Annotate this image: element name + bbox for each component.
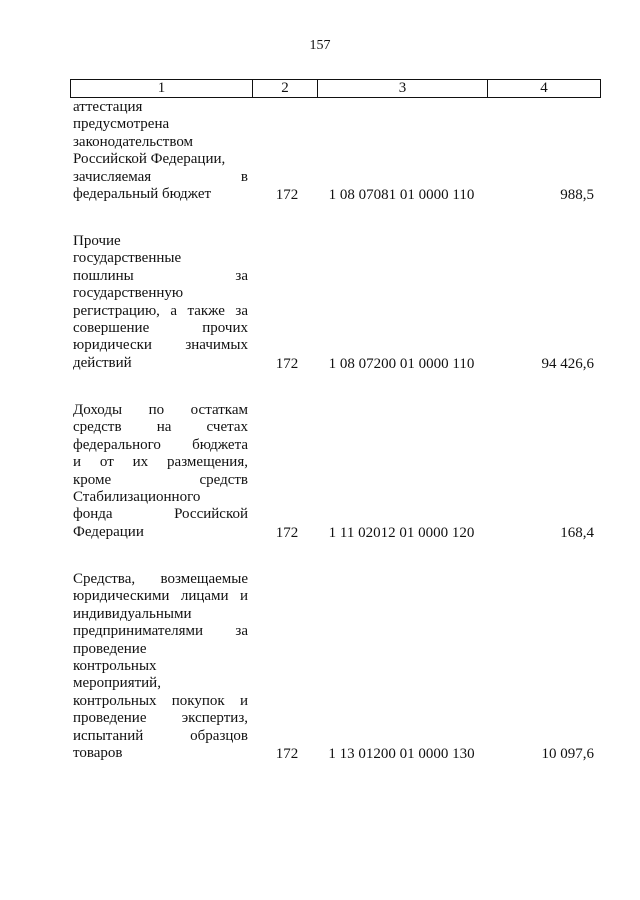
name-line: и от их размещения, [73, 454, 248, 471]
column-header-4: 4 [488, 80, 601, 98]
name-line: юридическими лицами и [73, 588, 248, 605]
name-line: законодательством [73, 133, 194, 150]
row-name [73, 99, 248, 203]
name-line: предусмотрена [73, 116, 170, 133]
column-header-1: 1 [71, 80, 253, 98]
bk-code: 1 08 07081 01 0000 110 [328, 186, 475, 203]
name-line: действий [73, 354, 132, 371]
name-line: государственную [73, 285, 184, 302]
amount: 988,5 [560, 186, 594, 203]
name-line: Прочие [73, 233, 121, 249]
bk-code: 1 08 07200 01 0000 110 [328, 355, 475, 372]
table-row [73, 233, 598, 373]
name-line: Стабилизационного [73, 489, 201, 506]
column-header-3: 3 [318, 80, 488, 98]
name-line: контрольных [73, 658, 157, 675]
name-line: федерального бюджета [73, 436, 248, 453]
name-line: мероприятий, [73, 675, 161, 692]
admin-code: 172 [275, 186, 299, 203]
name-line: Российской Федерации, [73, 151, 226, 168]
name-line: фонда Российской [73, 506, 248, 523]
table-header [70, 79, 601, 98]
admin-code: 172 [275, 355, 299, 372]
name-line: проведение [73, 640, 147, 657]
name-line: пошлины за [73, 267, 248, 284]
table-row [73, 402, 598, 542]
name-line: проведение экспертиз, [73, 710, 248, 727]
name-line: контрольных покупок и [73, 692, 248, 709]
name-line: товаров [73, 745, 123, 762]
name-line: кроме средств [73, 471, 248, 488]
bk-code: 1 11 02012 01 0000 120 [328, 524, 475, 541]
table-row [73, 99, 598, 204]
name-line: юридически значимых [73, 337, 248, 354]
page-number: 157 [309, 38, 331, 53]
name-line: индивидуальными [73, 605, 192, 622]
row-name [73, 402, 248, 541]
amount: 94 426,6 [541, 355, 594, 372]
name-line: государственные [73, 250, 182, 267]
admin-code: 172 [275, 745, 299, 762]
name-line: средств на счетах [73, 419, 248, 436]
name-line: Средства, возмещаемые [73, 571, 248, 587]
row-name [73, 571, 248, 762]
amount: 10 097,6 [541, 745, 594, 762]
name-line: Доходы по остаткам [73, 402, 248, 418]
name-line: испытаний образцов [73, 727, 248, 744]
name-line: предпринимателями за [73, 623, 248, 640]
column-header-2: 2 [253, 80, 318, 98]
name-line: федеральный бюджет [73, 186, 212, 203]
row-name [73, 233, 248, 372]
admin-code: 172 [275, 524, 299, 541]
name-line: аттестация [73, 99, 143, 115]
name-line: совершение прочих [73, 320, 248, 337]
bk-code: 1 13 01200 01 0000 130 [328, 745, 475, 762]
name-line: зачисляемая в [73, 168, 248, 185]
table-row [73, 571, 598, 763]
name-line: Федерации [73, 523, 144, 540]
amount: 168,4 [560, 524, 594, 541]
name-line: регистрацию, а также за [73, 302, 248, 319]
